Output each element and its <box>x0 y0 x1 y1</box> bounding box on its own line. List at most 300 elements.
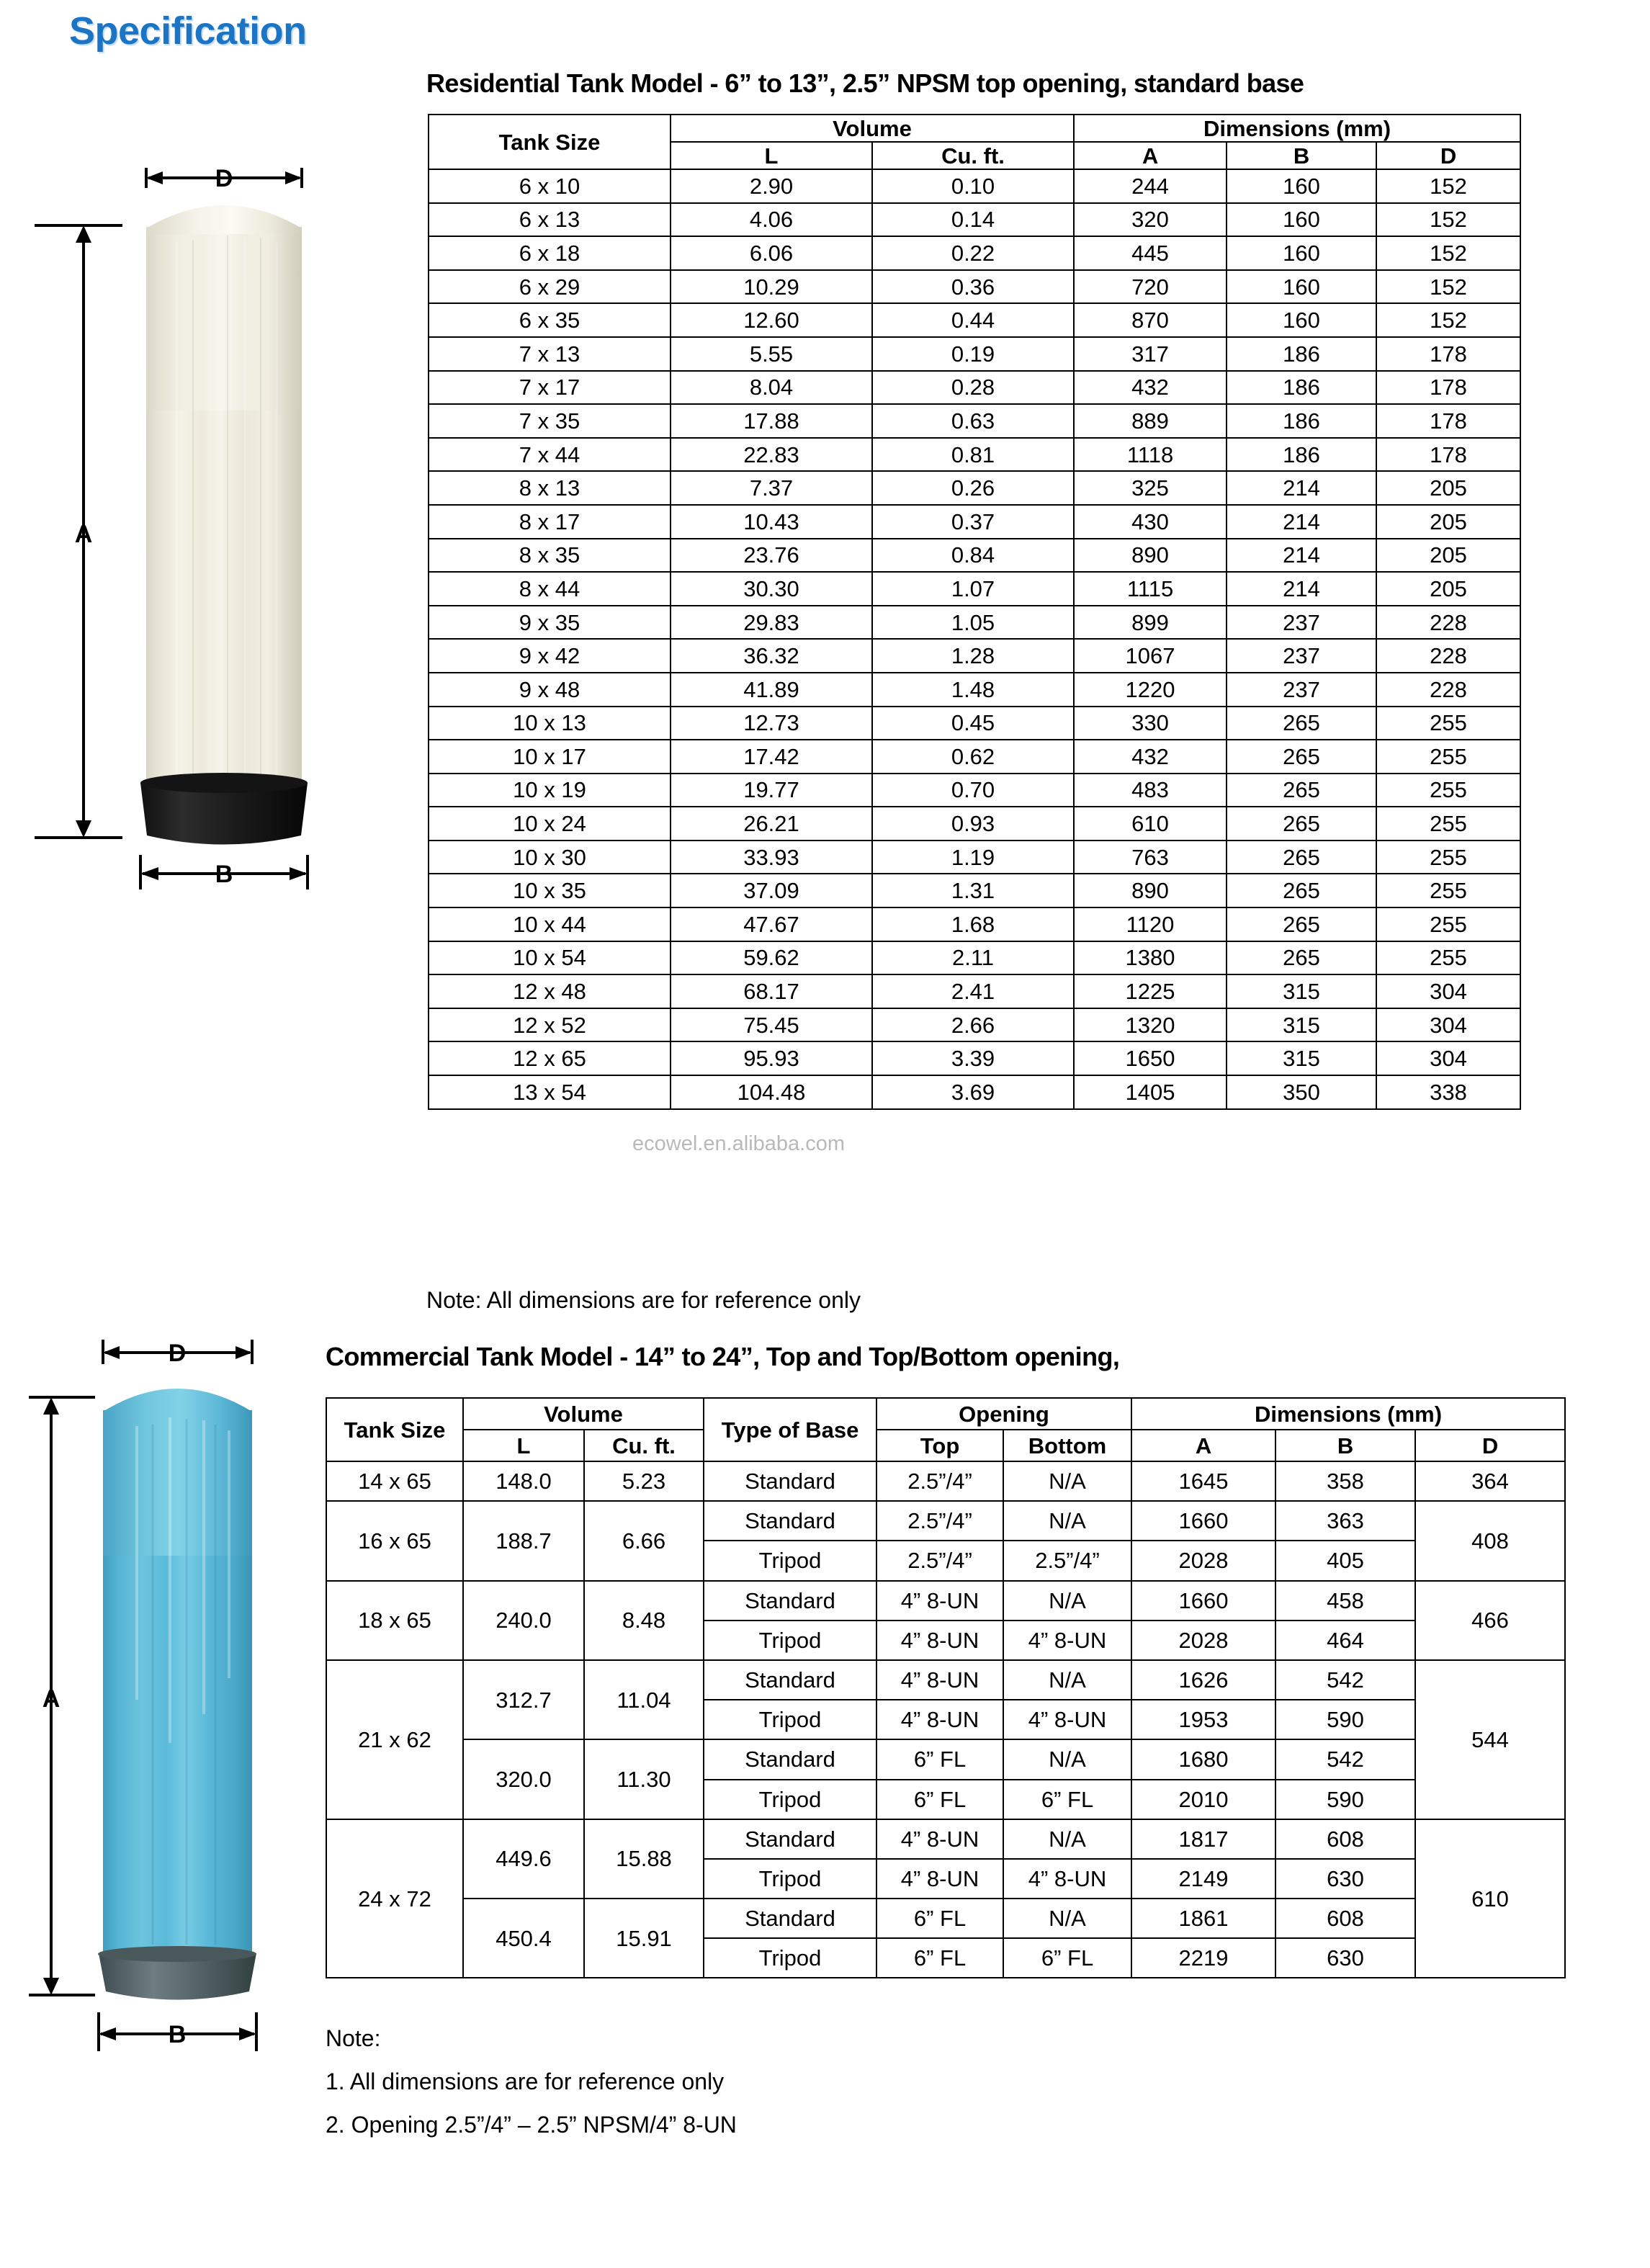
cell-dim-d: 178 <box>1376 337 1520 371</box>
cell-volume-cuft: 3.39 <box>872 1041 1074 1075</box>
cell-dim-a: 1626 <box>1131 1660 1275 1700</box>
cell-dim-b: 590 <box>1275 1700 1415 1739</box>
cell-volume-l: 22.83 <box>671 438 872 472</box>
cell-volume-cuft: 0.36 <box>872 270 1074 304</box>
residential-table-heading: Residential Tank Model - 6” to 13”, 2.5” NPSM top opening, standard base <box>426 68 1304 98</box>
cell-dim-b: 214 <box>1227 572 1376 606</box>
col-header-volume-cuft: Cu. ft. <box>584 1430 704 1461</box>
table-header-row-top <box>326 1398 1565 1430</box>
cell-opening-bottom: 4” 8-UN <box>1003 1859 1131 1899</box>
cell-opening-top: 6” FL <box>876 1739 1003 1779</box>
cell-volume-cuft: 2.66 <box>872 1008 1074 1042</box>
cell-dim-d: 205 <box>1376 471 1520 505</box>
cell-volume-l: 19.77 <box>671 774 872 807</box>
cell-dim-b: 265 <box>1227 941 1376 975</box>
cell-volume-cuft: 1.19 <box>872 841 1074 874</box>
cell-volume-cuft: 1.31 <box>872 874 1074 907</box>
col-header-dim-b: B <box>1275 1430 1415 1461</box>
col-header-opening: Opening <box>876 1398 1131 1430</box>
table-row <box>429 169 1520 203</box>
cell-dim-a: 2010 <box>1131 1780 1275 1819</box>
cell-volume-l: 47.67 <box>671 907 872 941</box>
cell-dim-a: 1953 <box>1131 1700 1275 1739</box>
cell-volume-l: 12.73 <box>671 707 872 740</box>
cell-opening-top: 4” 8-UN <box>876 1700 1003 1739</box>
cell-dim-d: 178 <box>1376 404 1520 438</box>
cell-type-of-base: Standard <box>704 1461 876 1501</box>
cell-dim-b: 350 <box>1227 1075 1376 1109</box>
cell-dim-b: 237 <box>1227 606 1376 640</box>
cell-dim-d: 466 <box>1415 1581 1565 1660</box>
cell-dim-d: 255 <box>1376 740 1520 774</box>
cell-volume-cuft: 0.84 <box>872 539 1074 573</box>
table-row <box>326 1461 1565 1501</box>
cell-dim-d: 255 <box>1376 841 1520 874</box>
cell-dim-d: 255 <box>1376 774 1520 807</box>
cell-dim-b: 315 <box>1227 974 1376 1008</box>
cell-volume-l: 8.04 <box>671 371 872 405</box>
cell-dim-a: 445 <box>1074 236 1227 270</box>
cell-tank-size: 8 x 35 <box>429 539 671 573</box>
tank-base <box>140 773 308 845</box>
col-header-tank-size: Tank Size <box>326 1398 463 1461</box>
commercial-tank-diagram <box>29 1340 331 2110</box>
cell-dim-d: 205 <box>1376 539 1520 573</box>
cell-volume-l: 312.7 <box>463 1660 584 1739</box>
table-row <box>429 303 1520 337</box>
cell-dim-b: 265 <box>1227 807 1376 841</box>
table-row <box>429 203 1520 237</box>
dimension-b-label: B <box>168 2021 187 2048</box>
cell-volume-l: 30.30 <box>671 572 872 606</box>
cell-dim-a: 1680 <box>1131 1739 1275 1779</box>
col-header-dim-a: A <box>1131 1430 1275 1461</box>
table-row <box>429 707 1520 740</box>
cell-volume-cuft: 0.19 <box>872 337 1074 371</box>
table-row <box>429 807 1520 841</box>
cell-tank-size: 10 x 30 <box>429 841 671 874</box>
cell-dim-a: 483 <box>1074 774 1227 807</box>
cell-dim-a: 1067 <box>1074 639 1227 673</box>
cell-volume-cuft: 0.63 <box>872 404 1074 438</box>
cell-dim-d: 205 <box>1376 572 1520 606</box>
cell-dim-d: 610 <box>1415 1819 1565 1978</box>
cell-dim-d: 228 <box>1376 606 1520 640</box>
cell-opening-top: 6” FL <box>876 1899 1003 1938</box>
cell-tank-size: 7 x 44 <box>429 438 671 472</box>
cell-type-of-base: Standard <box>704 1501 876 1541</box>
commercial-table-body <box>326 1461 1565 1978</box>
cell-opening-bottom: N/A <box>1003 1819 1131 1859</box>
table-row <box>429 941 1520 975</box>
table-header-row-sub <box>326 1430 1565 1461</box>
cell-dim-b: 237 <box>1227 639 1376 673</box>
cell-volume-l: 450.4 <box>463 1899 584 1978</box>
cell-volume-l: 41.89 <box>671 673 872 707</box>
cell-dim-d: 364 <box>1415 1461 1565 1501</box>
cell-dim-b: 214 <box>1227 505 1376 539</box>
cell-volume-l: 17.88 <box>671 404 872 438</box>
cell-tank-size: 21 x 62 <box>326 1660 463 1819</box>
cell-tank-size: 10 x 17 <box>429 740 671 774</box>
table-row <box>429 438 1520 472</box>
col-header-dimensions: Dimensions (mm) <box>1074 115 1520 142</box>
col-header-dimensions: Dimensions (mm) <box>1131 1398 1565 1430</box>
table-header-row-top <box>429 115 1520 142</box>
cell-volume-l: 188.7 <box>463 1501 584 1580</box>
cell-dim-a: 1320 <box>1074 1008 1227 1042</box>
cell-tank-size: 24 x 72 <box>326 1819 463 1978</box>
cell-dim-d: 152 <box>1376 236 1520 270</box>
cell-volume-cuft: 0.10 <box>872 169 1074 203</box>
cell-volume-l: 5.55 <box>671 337 872 371</box>
residential-tank-diagram <box>29 162 346 969</box>
cell-volume-l: 2.90 <box>671 169 872 203</box>
cell-dim-b: 265 <box>1227 740 1376 774</box>
tank-vessel <box>146 205 302 785</box>
cell-tank-size: 8 x 13 <box>429 471 671 505</box>
cell-volume-cuft: 11.04 <box>584 1660 704 1739</box>
table-row <box>429 539 1520 573</box>
cell-volume-l: 12.60 <box>671 303 872 337</box>
table-row <box>326 1660 1565 1700</box>
table-row <box>429 874 1520 907</box>
cell-volume-cuft: 1.07 <box>872 572 1074 606</box>
cell-dim-b: 160 <box>1227 169 1376 203</box>
dimension-a-label: A <box>42 1685 60 1713</box>
residential-table-body <box>429 169 1520 1109</box>
cell-tank-size: 6 x 18 <box>429 236 671 270</box>
cell-volume-l: 59.62 <box>671 941 872 975</box>
col-header-dim-b: B <box>1227 142 1376 169</box>
cell-dim-a: 330 <box>1074 707 1227 740</box>
cell-dim-d: 255 <box>1376 707 1520 740</box>
cell-dim-b: 160 <box>1227 303 1376 337</box>
cell-volume-l: 17.42 <box>671 740 872 774</box>
table-row <box>429 471 1520 505</box>
commercial-note-2: 2. Opening 2.5”/4” – 2.5” NPSM/4” 8-UN <box>326 2112 737 2138</box>
cell-volume-l: 320.0 <box>463 1739 584 1819</box>
table-row <box>429 236 1520 270</box>
cell-volume-cuft: 0.93 <box>872 807 1074 841</box>
cell-opening-bottom: N/A <box>1003 1501 1131 1541</box>
cell-dim-a: 1120 <box>1074 907 1227 941</box>
cell-dim-d: 255 <box>1376 807 1520 841</box>
cell-opening-bottom: N/A <box>1003 1461 1131 1501</box>
cell-dim-b: 237 <box>1227 673 1376 707</box>
cell-dim-d: 178 <box>1376 438 1520 472</box>
cell-volume-cuft: 6.66 <box>584 1501 704 1580</box>
cell-dim-b: 265 <box>1227 774 1376 807</box>
cell-dim-b: 542 <box>1275 1739 1415 1779</box>
commercial-note-title: Note: <box>326 2025 381 2051</box>
cell-dim-a: 1817 <box>1131 1819 1275 1859</box>
cell-dim-a: 1225 <box>1074 974 1227 1008</box>
cell-dim-b: 405 <box>1275 1541 1415 1580</box>
cell-type-of-base: Tripod <box>704 1780 876 1819</box>
col-header-type-of-base: Type of Base <box>704 1398 876 1461</box>
cell-volume-cuft: 0.44 <box>872 303 1074 337</box>
cell-dim-b: 186 <box>1227 337 1376 371</box>
cell-dim-d: 304 <box>1376 974 1520 1008</box>
cell-dim-d: 255 <box>1376 874 1520 907</box>
cell-dim-a: 1405 <box>1074 1075 1227 1109</box>
cell-volume-l: 95.93 <box>671 1041 872 1075</box>
cell-dim-b: 186 <box>1227 438 1376 472</box>
cell-dim-a: 890 <box>1074 874 1227 907</box>
cell-dim-a: 610 <box>1074 807 1227 841</box>
cell-dim-b: 160 <box>1227 270 1376 304</box>
cell-dim-a: 2028 <box>1131 1541 1275 1580</box>
cell-dim-a: 1380 <box>1074 941 1227 975</box>
cell-type-of-base: Tripod <box>704 1859 876 1899</box>
cell-opening-bottom: 6” FL <box>1003 1938 1131 1978</box>
cell-dim-a: 2219 <box>1131 1938 1275 1978</box>
cell-dim-a: 720 <box>1074 270 1227 304</box>
table-row <box>429 907 1520 941</box>
cell-dim-a: 432 <box>1074 371 1227 405</box>
cell-dim-a: 1220 <box>1074 673 1227 707</box>
cell-dim-d: 205 <box>1376 505 1520 539</box>
table-row <box>429 673 1520 707</box>
cell-dim-d: 255 <box>1376 907 1520 941</box>
cell-opening-top: 2.5”/4” <box>876 1501 1003 1541</box>
cell-dim-a: 899 <box>1074 606 1227 640</box>
cell-dim-b: 214 <box>1227 471 1376 505</box>
cell-dim-a: 1861 <box>1131 1899 1275 1938</box>
cell-tank-size: 12 x 65 <box>429 1041 671 1075</box>
cell-dim-a: 763 <box>1074 841 1227 874</box>
cell-opening-top: 4” 8-UN <box>876 1660 1003 1700</box>
cell-tank-size: 6 x 10 <box>429 169 671 203</box>
cell-dim-d: 228 <box>1376 639 1520 673</box>
cell-tank-size: 10 x 13 <box>429 707 671 740</box>
table-row <box>429 371 1520 405</box>
table-row <box>429 572 1520 606</box>
cell-volume-cuft: 3.69 <box>872 1075 1074 1109</box>
cell-dim-b: 608 <box>1275 1899 1415 1938</box>
table-row <box>326 1739 1565 1779</box>
cell-dim-a: 325 <box>1074 471 1227 505</box>
cell-type-of-base: Tripod <box>704 1938 876 1978</box>
col-header-dim-d: D <box>1376 142 1520 169</box>
table-row <box>429 404 1520 438</box>
cell-dim-a: 870 <box>1074 303 1227 337</box>
cell-volume-cuft: 0.37 <box>872 505 1074 539</box>
cell-opening-top: 6” FL <box>876 1780 1003 1819</box>
cell-dim-a: 1660 <box>1131 1501 1275 1541</box>
cell-tank-size: 9 x 48 <box>429 673 671 707</box>
cell-opening-bottom: 4” 8-UN <box>1003 1621 1131 1660</box>
col-header-dim-d: D <box>1415 1430 1565 1461</box>
cell-dim-d: 152 <box>1376 203 1520 237</box>
cell-tank-size: 10 x 44 <box>429 907 671 941</box>
table-row <box>429 270 1520 304</box>
cell-volume-l: 10.29 <box>671 270 872 304</box>
table-row <box>429 740 1520 774</box>
cell-volume-cuft: 0.26 <box>872 471 1074 505</box>
cell-volume-cuft: 0.70 <box>872 774 1074 807</box>
cell-tank-size: 8 x 17 <box>429 505 671 539</box>
cell-volume-l: 6.06 <box>671 236 872 270</box>
page-title: Specification <box>69 9 307 53</box>
cell-volume-l: 36.32 <box>671 639 872 673</box>
table-row <box>326 1581 1565 1621</box>
cell-volume-l: 33.93 <box>671 841 872 874</box>
cell-dim-d: 255 <box>1376 941 1520 975</box>
cell-type-of-base: Standard <box>704 1660 876 1700</box>
cell-tank-size: 16 x 65 <box>326 1501 463 1580</box>
cell-type-of-base: Standard <box>704 1739 876 1779</box>
residential-spec-table <box>428 114 1521 1110</box>
cell-dim-b: 458 <box>1275 1581 1415 1621</box>
cell-volume-cuft: 1.48 <box>872 673 1074 707</box>
cell-volume-cuft: 5.23 <box>584 1461 704 1501</box>
dimension-a-label: A <box>74 521 93 548</box>
cell-tank-size: 6 x 35 <box>429 303 671 337</box>
table-row <box>429 1041 1520 1075</box>
cell-dim-b: 160 <box>1227 236 1376 270</box>
cell-volume-cuft: 0.45 <box>872 707 1074 740</box>
dimension-d-label: D <box>215 165 233 192</box>
cell-type-of-base: Tripod <box>704 1700 876 1739</box>
cell-dim-d: 178 <box>1376 371 1520 405</box>
table-row <box>326 1819 1565 1859</box>
dimension-b-label: B <box>215 861 233 888</box>
cell-dim-b: 186 <box>1227 371 1376 405</box>
cell-volume-l: 104.48 <box>671 1075 872 1109</box>
col-header-volume-cuft: Cu. ft. <box>872 142 1074 169</box>
cell-volume-l: 148.0 <box>463 1461 584 1501</box>
table-row <box>326 1501 1565 1541</box>
cell-tank-size: 10 x 24 <box>429 807 671 841</box>
cell-dim-b: 315 <box>1227 1008 1376 1042</box>
table-row <box>429 841 1520 874</box>
cell-tank-size: 8 x 44 <box>429 572 671 606</box>
cell-dim-b: 630 <box>1275 1938 1415 1978</box>
cell-dim-a: 244 <box>1074 169 1227 203</box>
table-row <box>429 337 1520 371</box>
cell-dim-b: 265 <box>1227 707 1376 740</box>
cell-dim-b: 363 <box>1275 1501 1415 1541</box>
tank-vessel <box>103 1389 252 1963</box>
cell-dim-a: 430 <box>1074 505 1227 539</box>
cell-volume-l: 75.45 <box>671 1008 872 1042</box>
cell-opening-top: 4” 8-UN <box>876 1859 1003 1899</box>
residential-note: Note: All dimensions are for reference only <box>426 1287 861 1313</box>
cell-dim-b: 358 <box>1275 1461 1415 1501</box>
cell-dim-b: 630 <box>1275 1859 1415 1899</box>
cell-volume-l: 10.43 <box>671 505 872 539</box>
cell-volume-cuft: 0.28 <box>872 371 1074 405</box>
cell-tank-size: 12 x 52 <box>429 1008 671 1042</box>
cell-dim-a: 1115 <box>1074 572 1227 606</box>
cell-dim-d: 228 <box>1376 673 1520 707</box>
cell-tank-size: 10 x 54 <box>429 941 671 975</box>
cell-volume-l: 4.06 <box>671 203 872 237</box>
dimension-d-label: D <box>168 1340 187 1367</box>
cell-type-of-base: Tripod <box>704 1621 876 1660</box>
cell-opening-bottom: N/A <box>1003 1899 1131 1938</box>
cell-dim-b: 315 <box>1227 1041 1376 1075</box>
cell-opening-top: 6” FL <box>876 1938 1003 1978</box>
cell-volume-l: 449.6 <box>463 1819 584 1899</box>
cell-volume-l: 23.76 <box>671 539 872 573</box>
table-row <box>429 1075 1520 1109</box>
cell-volume-cuft: 8.48 <box>584 1581 704 1660</box>
cell-dim-a: 1118 <box>1074 438 1227 472</box>
cell-opening-bottom: 2.5”/4” <box>1003 1541 1131 1580</box>
cell-type-of-base: Tripod <box>704 1541 876 1580</box>
cell-dim-b: 265 <box>1227 907 1376 941</box>
table-row <box>326 1899 1565 1938</box>
cell-dim-b: 265 <box>1227 874 1376 907</box>
cell-volume-l: 37.09 <box>671 874 872 907</box>
cell-dim-a: 890 <box>1074 539 1227 573</box>
cell-tank-size: 14 x 65 <box>326 1461 463 1501</box>
cell-volume-cuft: 2.11 <box>872 941 1074 975</box>
cell-tank-size: 9 x 42 <box>429 639 671 673</box>
cell-dim-b: 608 <box>1275 1819 1415 1859</box>
cell-volume-l: 240.0 <box>463 1581 584 1660</box>
cell-dim-a: 317 <box>1074 337 1227 371</box>
cell-dim-b: 214 <box>1227 539 1376 573</box>
cell-volume-cuft: 0.81 <box>872 438 1074 472</box>
cell-dim-b: 464 <box>1275 1621 1415 1660</box>
cell-volume-l: 29.83 <box>671 606 872 640</box>
cell-type-of-base: Standard <box>704 1899 876 1938</box>
col-header-volume: Volume <box>671 115 1074 142</box>
cell-dim-a: 2149 <box>1131 1859 1275 1899</box>
col-header-opening-bottom: Bottom <box>1003 1430 1131 1461</box>
table-row <box>429 974 1520 1008</box>
commercial-table-heading: Commercial Tank Model - 14” to 24”, Top and Top/Bottom opening, <box>326 1342 1120 1371</box>
cell-tank-size: 7 x 17 <box>429 371 671 405</box>
cell-volume-cuft: 1.05 <box>872 606 1074 640</box>
table-row <box>429 505 1520 539</box>
cell-opening-bottom: N/A <box>1003 1739 1131 1779</box>
col-header-volume-l: L <box>671 142 872 169</box>
table-row <box>429 1008 1520 1042</box>
cell-tank-size: 13 x 54 <box>429 1075 671 1109</box>
cell-opening-bottom: N/A <box>1003 1660 1131 1700</box>
col-header-tank-size: Tank Size <box>429 115 671 169</box>
cell-volume-l: 7.37 <box>671 471 872 505</box>
dimension-a-arrow <box>29 1397 95 1995</box>
cell-volume-l: 26.21 <box>671 807 872 841</box>
cell-type-of-base: Standard <box>704 1819 876 1859</box>
cell-dim-a: 889 <box>1074 404 1227 438</box>
cell-dim-d: 304 <box>1376 1008 1520 1042</box>
cell-dim-b: 590 <box>1275 1780 1415 1819</box>
cell-dim-a: 2028 <box>1131 1621 1275 1660</box>
col-header-opening-top: Top <box>876 1430 1003 1461</box>
cell-volume-cuft: 1.68 <box>872 907 1074 941</box>
cell-volume-cuft: 15.91 <box>584 1899 704 1978</box>
table-row <box>429 606 1520 640</box>
commercial-spec-table <box>326 1397 1566 1978</box>
cell-tank-size: 7 x 35 <box>429 404 671 438</box>
cell-opening-top: 4” 8-UN <box>876 1819 1003 1859</box>
cell-tank-size: 6 x 13 <box>429 203 671 237</box>
cell-volume-cuft: 15.88 <box>584 1819 704 1899</box>
cell-dim-a: 432 <box>1074 740 1227 774</box>
cell-opening-bottom: 4” 8-UN <box>1003 1700 1131 1739</box>
cell-dim-d: 304 <box>1376 1041 1520 1075</box>
cell-tank-size: 6 x 29 <box>429 270 671 304</box>
table-row <box>429 639 1520 673</box>
cell-dim-b: 542 <box>1275 1660 1415 1700</box>
